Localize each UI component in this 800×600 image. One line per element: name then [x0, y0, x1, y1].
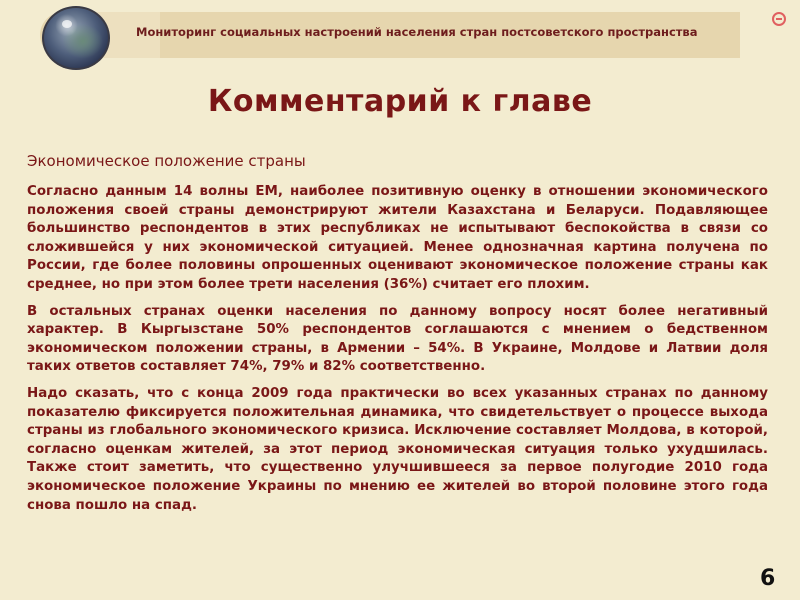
paragraph-1: Согласно данным 14 волны ЕМ, наиболее позитивную оценку в отношении экономического положения своей страны демонстрируют жители Казахстана и Беларуси. Подавляющее большинство респондентов в этих республиках не испытывают беспокойства в связи со сложившейся у них экономической ситуацией. Менее однозначная картина получена по России, где более половины опрошенных оценивают экономическое положение страны как среднее, но при этом более трети населения (36%) считает его плохим.	[27, 184, 768, 292]
section-heading: Экономическое положение страны	[27, 152, 306, 170]
page-title: Комментарий к главе	[207, 84, 593, 119]
body-text	[27, 183, 768, 523]
globe-icon	[42, 6, 110, 70]
globe-highlight	[62, 20, 72, 28]
paragraph-2: В остальных странах оценки населения по данному вопросу носят более негативный характер. В Кыргызстане 50% респондентов соглашаются с мнением о бедственном экономическом положении страны, в Армении – 54%. В Украине, Молдове и Латвии доля таких ответов составляет 74%, 79% и 82% соответственно.	[27, 303, 768, 375]
paragraph-3: Надо сказать, что с конца 2009 года практически во всех указанных странах по данному показателю фиксируется положительная динамика, что свидетельствует о процессе выхода страны из глобального экономического кризиса. Исключение составляет Молдова, в которой, согласно оценкам жителей, за этот период экономическая ситуация только ухудшилась. Также стоит заметить, что существенно улучшившееся за первое полугодие 2010 года экономическое положение Украины по мнению ее жителей во второй половине этого года снова пошло на спад.	[27, 385, 768, 513]
page-number: 6	[760, 566, 776, 591]
minus-circle-icon[interactable]	[772, 12, 786, 26]
header-title: Мониторинг социальных настроений населения стран постсоветского пространства	[136, 25, 698, 39]
